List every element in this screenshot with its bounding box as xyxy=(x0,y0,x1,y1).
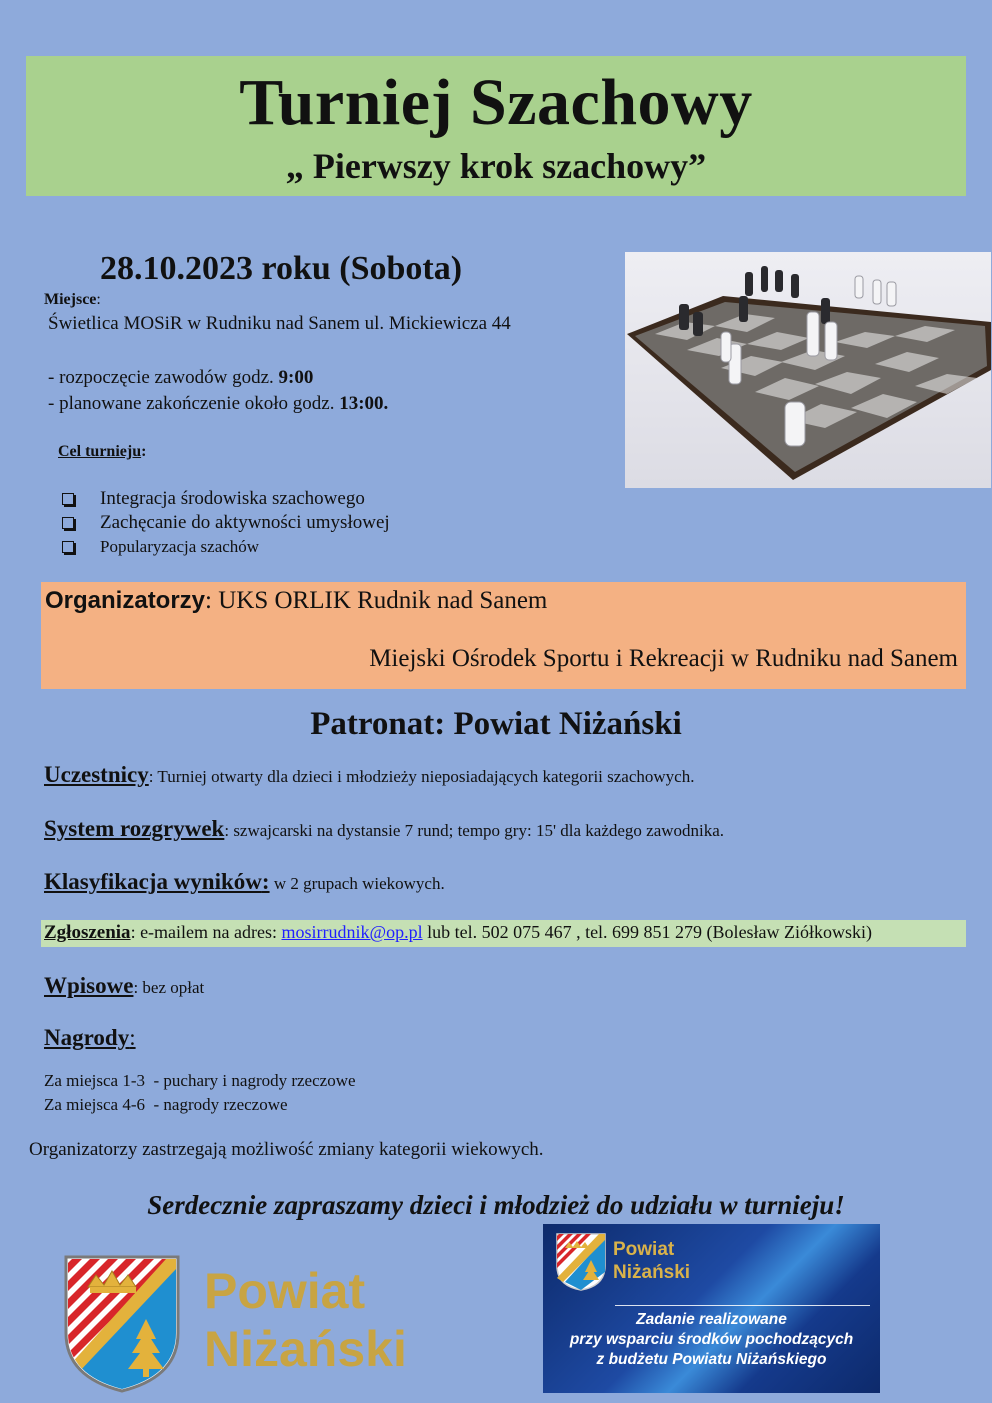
system-text: : szwajcarski na dystansie 7 rund; tempo gry: 15' dla każdego zawodnika. xyxy=(224,821,725,840)
email-link[interactable]: mosirrudnik@op.pl xyxy=(281,922,423,942)
invitation-text: Serdecznie zapraszamy dzieci i młodzież do udziału w turnieju! xyxy=(147,1190,845,1220)
page-title: Turniej Szachowy xyxy=(239,66,753,139)
list-item xyxy=(60,511,390,535)
banner-title-line-1: Powiat xyxy=(613,1239,675,1260)
coat-of-arms-logo xyxy=(62,1253,182,1393)
participants-row xyxy=(44,762,694,788)
chessboard-illustration xyxy=(625,252,991,488)
prizes-label-text: Nagrody xyxy=(44,1025,130,1050)
list-item xyxy=(60,487,390,511)
goal-text: Popularyzacja szachów xyxy=(100,537,260,556)
organizers-note: Organizatorzy zastrzegają możliwość zmiany kategorii wiekowych. xyxy=(29,1139,544,1160)
classification-row xyxy=(44,869,445,895)
goal-text: Zachęcanie do aktywności umysłowej xyxy=(100,512,390,533)
registration-prefix: : e-mailem na adres: xyxy=(130,922,282,942)
coat-of-arms-icon xyxy=(555,1232,607,1292)
prizes-heading xyxy=(44,1025,136,1051)
fee-label: Wpisowe xyxy=(44,973,134,998)
banner-divider xyxy=(615,1305,870,1306)
fee-row xyxy=(40,973,204,999)
system-label: System rozgrywek xyxy=(44,816,225,841)
logo-line-2: Niżański xyxy=(204,1321,407,1377)
powiat-logo-text xyxy=(204,1262,407,1378)
organizer-2: Miejski Ośrodek Sportu i Rekreacji w Rudniku nad Sanem xyxy=(369,645,958,672)
place-heading xyxy=(44,291,101,309)
place-address: Świetlica MOSiR w Rudniku nad Sanem ul. Mickiewicza 44 xyxy=(48,313,511,334)
funding-banner xyxy=(543,1224,880,1393)
checkbox-bullet-icon xyxy=(62,541,74,553)
organizers-line-1 xyxy=(45,587,547,615)
banner-title xyxy=(613,1238,690,1284)
banner-caption-line: z budżetu Powiatu Niżańskiego xyxy=(596,1351,827,1368)
prizes-colon: : xyxy=(129,1025,136,1050)
page-subtitle: „ Pierwszy krok szachowy” xyxy=(285,146,707,186)
checkbox-bullet-icon xyxy=(62,517,74,529)
participants-label: Uczestnicy xyxy=(44,762,149,787)
logo-line-1: Powiat xyxy=(204,1263,366,1319)
organizer-1: : UKS ORLIK Rudnik nad Sanem xyxy=(205,587,548,614)
checkbox-bullet-icon xyxy=(62,493,74,505)
patronage-heading: Patronat: Powiat Niżański xyxy=(310,706,682,742)
registration-phones: lub tel. 502 075 467 , tel. 699 851 279 (Bolesław Ziółkowski) xyxy=(422,922,873,942)
banner-caption-line: Zadanie realizowane xyxy=(636,1311,787,1328)
start-time-value: 9:00 xyxy=(278,367,314,388)
classification-label-text: Klasyfikacja wyników xyxy=(44,869,262,894)
list-item xyxy=(60,535,390,559)
end-time-text: - planowane zakończenie około godz. xyxy=(48,393,340,414)
banner-caption xyxy=(543,1310,880,1370)
title-banner xyxy=(26,56,966,196)
coat-of-arms-icon xyxy=(62,1253,182,1393)
registration-row xyxy=(44,922,872,944)
goal-text: Integracja środowiska szachowego xyxy=(100,488,365,509)
goals-list xyxy=(60,487,390,559)
end-time-value: 13:00. xyxy=(339,393,389,414)
start-time-text: - rozpoczęcie zawodów godz. xyxy=(48,367,279,388)
banner-title-line-2: Niżański xyxy=(613,1262,691,1283)
prizes-label xyxy=(44,1025,136,1050)
event-date: 28.10.2023 roku (Sobota) xyxy=(100,250,463,287)
prize-line: Za miejsca 4-6 - nagrody rzeczowe xyxy=(44,1095,288,1114)
goals-heading-label: Cel turnieju xyxy=(58,443,142,460)
participants-text: : Turniej otwarty dla dzieci i młodzieży nieposiadających kategorii szachowych. xyxy=(148,767,695,786)
goals-heading-colon: : xyxy=(141,443,147,460)
classification-label xyxy=(44,869,270,894)
chessboard-photo xyxy=(625,252,991,488)
goals-heading xyxy=(58,443,146,461)
registration-label: Zgłoszenia xyxy=(44,922,131,943)
banner-caption-line: przy wsparciu środków pochodzących xyxy=(569,1331,854,1348)
organizers-box xyxy=(41,582,966,689)
organizers-label: Organizatorzy xyxy=(45,587,206,614)
place-colon: : xyxy=(96,291,101,308)
system-row xyxy=(44,816,724,842)
start-time xyxy=(48,367,313,389)
classification-text: w 2 grupach wiekowych. xyxy=(269,874,445,893)
classification-colon: : xyxy=(261,869,270,894)
place-label: Miejsce xyxy=(44,291,97,308)
prize-line: Za miejsca 1-3 - puchary i nagrody rzeczowe xyxy=(44,1071,356,1090)
fee-text: : bez opłat xyxy=(133,978,205,997)
end-time xyxy=(48,393,388,415)
